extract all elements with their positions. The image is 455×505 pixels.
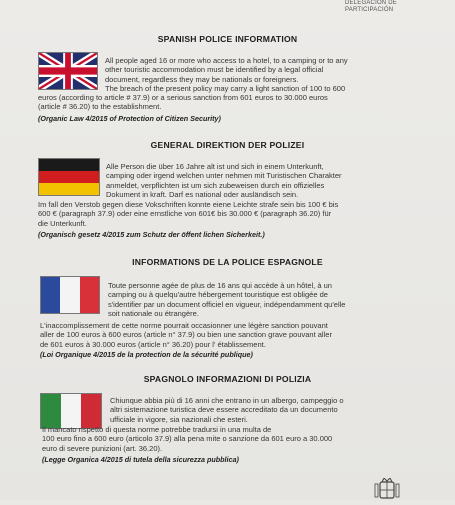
text-line: anmeldet, verpflichten ist um sich zubeweisen durch ein offizielles bbox=[106, 180, 325, 190]
section-paragraph-english bbox=[105, 56, 348, 93]
text-line: other touristic accommodation must be identified by a legal official bbox=[105, 65, 324, 75]
text-line: document, regardless they may be nationals or foreigners. bbox=[105, 74, 299, 84]
header-note bbox=[345, 0, 397, 14]
text-line: Chiunque abbia più di 16 anni che entrano in un albergo, campeggio o bbox=[110, 396, 344, 405]
law-citation-italian: (Legge Organica 4/2015 di tutela della sicurezza pubblica) bbox=[42, 455, 239, 464]
text-line: camping oder irgend welchen unter nehmen mit Turistischen Charakter bbox=[106, 171, 342, 181]
section-heading-german: GENERAL DIREKTION DER POLIZEI bbox=[150, 140, 305, 150]
text-line: soit nationale ou étrangère. bbox=[108, 308, 199, 318]
text-line: aller de 100 euros à 600 euros (article n° 37.9) ou bien une sanction grave pouvant aller bbox=[40, 330, 332, 340]
section-paragraph-french-cont bbox=[40, 321, 332, 349]
text-line: (article # 36.20) to the establishment. bbox=[38, 102, 162, 112]
text-line: L'inaccomplissement de cette norme pourrait occasionner une légère sanction pouvant bbox=[40, 321, 328, 330]
france-flag-icon bbox=[40, 276, 100, 314]
text-line: 600 € (paragraph 37.9) oder eine ernstliche von 601€ bis 30.000 € (paragraph 36.20) für bbox=[38, 209, 332, 219]
coat-of-arms-icon bbox=[372, 478, 402, 500]
text-line: camping ou à quelqu'autre hébergement touristique est obligée de bbox=[108, 290, 328, 300]
text-line: ufficiale in vigore, sia nazionali che esteri. bbox=[110, 414, 248, 424]
section-heading-italian: SPAGNOLO INFORMAZIONI DI POLIZIA bbox=[143, 374, 312, 384]
text-line: The breach of the present policy may carry a light sanction of 100 to 600 bbox=[105, 83, 346, 93]
text-line: 100 euro fino a 600 euro (articolo 37.9) alla pena mite o sanzione da 601 euro a 30.000 bbox=[42, 434, 333, 444]
section-paragraph-italian-cont bbox=[42, 425, 332, 453]
law-citation-french: (Loi Organique 4/2015 de la protection de la sécurité publique) bbox=[40, 350, 253, 359]
text-line: die Unterkunft. bbox=[38, 218, 87, 228]
text-line: euros (according to article # 37.9) or a serious sanction from 601 euros to 30.000 euros bbox=[38, 93, 328, 102]
text-line: Dokument in kraft. Darf es national oder ausländisch sein. bbox=[106, 189, 299, 199]
law-citation-german: (Organisch gesetz 4/2015 zum Schutz der öffent lichen Sicherkeit.) bbox=[38, 230, 265, 239]
text-line: Il mancato rispetto di questa norme potrebbe tradursi in una multa de bbox=[42, 425, 272, 434]
text-line: euro di severe punizioni (art. 36.20). bbox=[42, 443, 163, 453]
text-line: All people aged 16 or more who access to a hotel, to a camping or to any bbox=[105, 56, 348, 65]
section-paragraph-french bbox=[108, 281, 345, 318]
section-paragraph-english-cont bbox=[38, 93, 328, 112]
section-paragraph-italian bbox=[110, 396, 344, 424]
text-line: Alle Person die über 16 Jahre alt ist und sich in einem Unterkunft, bbox=[106, 162, 324, 171]
text-line: Im fall den Verstob gegen diese Vokschriften konnte eiene Leichte strafe sein bis 100 € bis bbox=[38, 200, 339, 209]
law-citation-english: (Organic Law 4/2015 of Protection of Citizen Security) bbox=[38, 114, 221, 123]
text-line: de 601 euros à 30.000 euros (article n° 36.20) pour l' établissement. bbox=[40, 339, 266, 349]
germany-flag-icon bbox=[38, 158, 100, 196]
section-heading-french: INFORMATIONS DE LA POLICE ESPAGNOLE bbox=[132, 257, 323, 267]
italy-flag-icon bbox=[40, 393, 102, 429]
text-line: altri sistemazione turistica deve essere accreditato da un documento bbox=[110, 405, 338, 415]
header-note-line: DELEGACIÓN DE bbox=[345, 0, 397, 6]
uk-flag-icon bbox=[38, 52, 98, 90]
text-line: s'identifier par un document officiel en vigueur, indépendamment qu'elle bbox=[108, 299, 346, 309]
text-line: Toute personne agée de plus de 16 ans qui accède à un hôtel, à un bbox=[108, 281, 332, 290]
section-heading-english: SPANISH POLICE INFORMATION bbox=[157, 34, 298, 44]
header-note-line: PARTICIPACIÓN bbox=[345, 7, 394, 13]
section-paragraph-german bbox=[106, 162, 342, 199]
section-paragraph-german-cont bbox=[38, 200, 338, 228]
